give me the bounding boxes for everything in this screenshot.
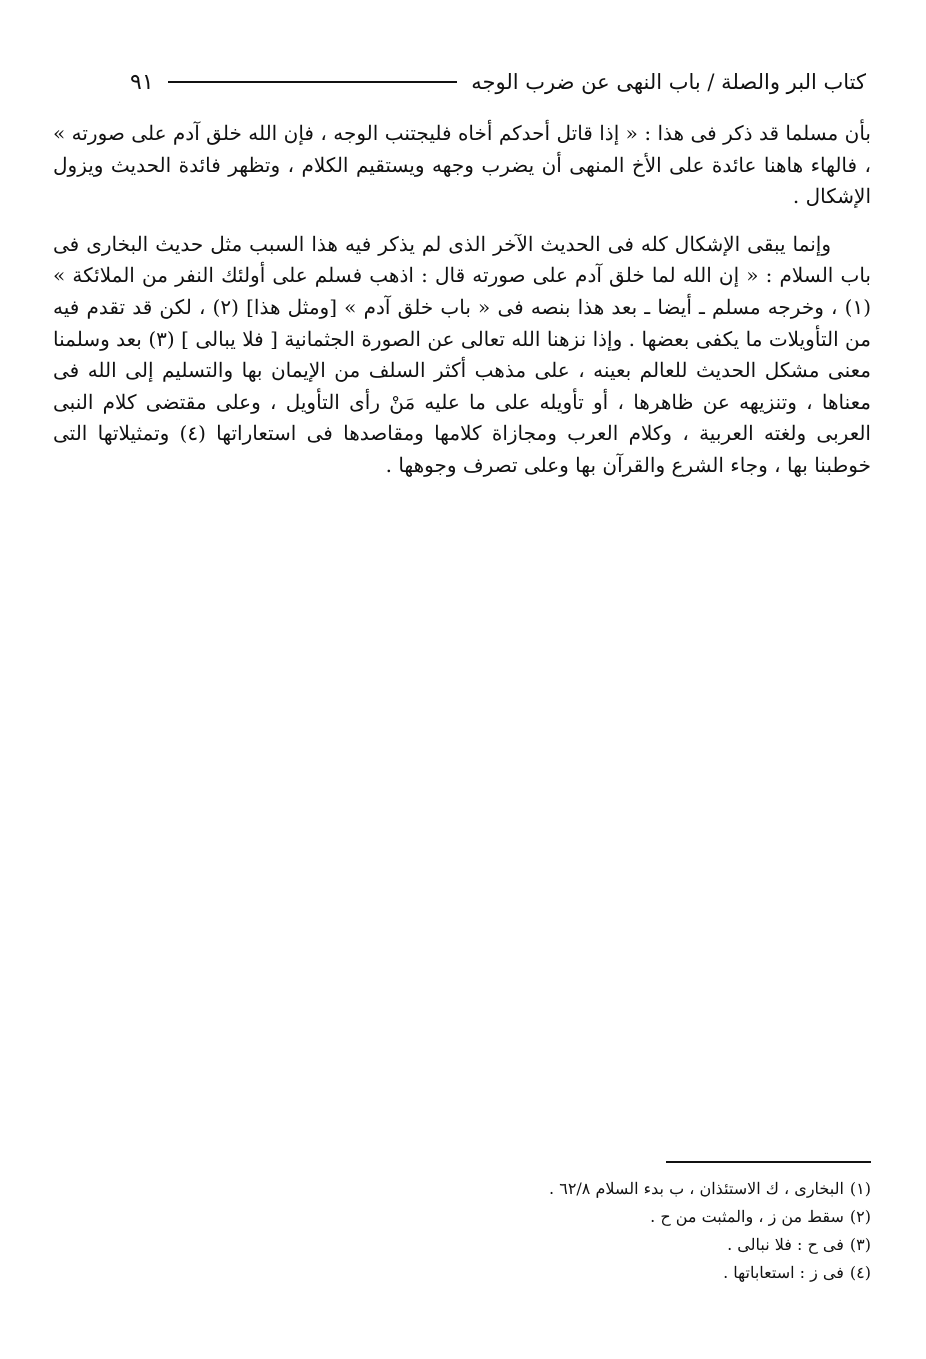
paragraph: وإنما يبقى الإشكال كله فى الحديث الآخر الذى لم يذكر فيه هذا السبب مثل حديث البخارى فى باب السلام : « إن الله لما خلق آدم على صورته قال : اذهب فسلم على أولئك النفر من الملائكة » (١) ، وخرجه مسلم ـ أيضا ـ بعد هذا بنصه فى « باب خلق آدم » [ومثل هذا] (٢) ، لكن قد تقدم فيه من التأويلات ما يكفى بعضها . وإذا نزهنا الله تعالى عن الصورة الجثمانية [ فلا يبالى ] (٣) بعد وسلمنا معنى مشكل الحديث للعالم بعينه ، على مذهب أكثر السلف من الإيمان بها والتسليم إلى الله فى معناها ، وتنزيهه عن ظاهرها ، أو تأويله على ما عليه مَنْ رأى التأويل ، وعلى مقتضى كلام النبى العربى ولغته العربية ، وكلام العرب ومجازاة كلامها ومقاصدها فى استعاراتها (٤) وتمثيلاتها التى خوطبنا بها ، وجاء الشرع والقرآن بها وعلى تصرف وجوهها . — [53, 231, 872, 477]
footnote-text: سقط من ز ، والمثبت من ح . — [650, 1207, 844, 1226]
running-header — [130, 62, 866, 102]
header-rule — [168, 81, 458, 83]
footnote-number: (٣) — [849, 1235, 871, 1254]
main-text — [53, 118, 871, 482]
footnotes — [271, 1175, 871, 1287]
page-number: ٩١ — [130, 69, 154, 95]
footnote — [271, 1175, 871, 1203]
footnote — [271, 1259, 871, 1287]
footnote-text: فى ز : استعاباتها . — [723, 1263, 844, 1282]
footnote — [271, 1203, 871, 1231]
footnote-text: البخارى ، ك الاستئذان ، ب بدء السلام ٦٢/٨ . — [549, 1179, 844, 1198]
footnote-number: (٤) — [849, 1263, 871, 1282]
footnote-number: (١) — [849, 1179, 871, 1198]
footnote-separator — [666, 1161, 871, 1163]
footnote-number: (٢) — [849, 1207, 871, 1226]
footnote-text: فى ح : فلا نبالى . — [727, 1235, 844, 1254]
paragraph: بأن مسلما قد ذكر فى هذا : « إذا قاتل أحدكم أخاه فليجتنب الوجه ، فإن الله خلق آدم على صورته » ، فالهاء هاهنا عائدة على الأخ المنهى أن يضرب وجهه ويستقيم الكلام ، وتظهر فائدة الحديث ويزول الإشكال . — [53, 121, 871, 209]
chapter-title: كتاب البر والصلة / باب النهى عن ضرب الوجه — [471, 70, 866, 94]
footnote — [271, 1231, 871, 1259]
